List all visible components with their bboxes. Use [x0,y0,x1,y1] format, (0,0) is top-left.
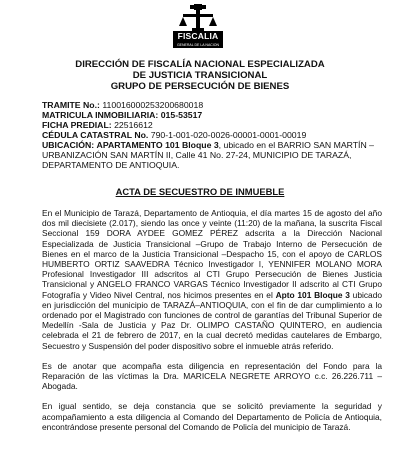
paragraph-1-text-a: En el Municipio de Tarazá, Departamento de Antioquia, el día martes 15 de agosto del año dos mil diecisiete (2.017), siendo las once y veinte (11:20) de la mañana, la suscrita Fiscal Seccional 159 DORA AYDEE GOMEZ PÉREZ adscrita a la Dirección Nacional Especializada de Justicia Transicional –Grupo de Trabajo Interno de Persecución de Bienes en el marco de la Justicia Transicional –Despacho 15, con el apoyo de CARLOS HUMBERTO ORTIZ SAAVEDRA Técnico Investigador I, YENNIFER MOLANO MORA Profesional Investigador III adscritos al CTI Grupo Persecución de Bienes Justicia Transicional y ANGELO FRANCO VARGAS Técnico Investigador II adscrito al CTI Grupo Fotografía y Video Nivel Central, nos hicimos presentes en el [42,208,382,300]
cedula-label: CÉDULA CATASTRAL No. [42,130,149,140]
matricula-label: MATRICULA INMOBILIARIA: [42,110,159,120]
organization-header [0,59,400,92]
paragraph-1 [42,208,382,351]
org-line-1: DIRECCIÓN DE FISCALÍA NACIONAL ESPECIALIZADA [75,59,325,70]
paragraph-2: Es de anotar que acompaña esta diligencia en representación del Fondo para la Reparación de las víctimas la Dra. MARICELA NEGRETE ARROYO c.c. 26.226.711 –Abogada. [42,360,382,392]
ubicacion-row [42,140,382,170]
tramite-row [42,100,382,110]
org-line-3: GRUPO DE PERSECUCIÓN DE BIENES [110,81,290,92]
ficha-value: 22516612 [114,120,153,130]
org-line-2: DE JUSTICIA TRANSICIONAL [132,70,268,81]
case-metadata [42,100,382,170]
ficha-label: FICHA PREDIAL: [42,120,112,130]
ubicacion-label: UBICACIÓN: [42,140,95,150]
fiscalia-logo [173,4,223,50]
ficha-row [42,120,382,130]
ubicacion-rest: , ubicado en el BARRIO SAN MARTÍN –URBANIZACIÓN SAN MARTÍN II, Calle 41 No. 27-24, MUNICIPIO DE TARAZÁ, DEPARTAMENTO DE ANTIOQUIA. [42,140,374,170]
logo-name: FISCALIA [173,31,223,42]
paragraph-1-text-b: ubicado en jurisdicción del municipio de TARAZÁ–ANTIOQUIA, con el fin de dar cumplimiento a lo ordenado por el Magistrado con funciones de control de garantías del Tribunal Superior de Medellín -Sala de Justicia y Paz Dr. OLIMPO CASTAÑO QUINTERO, en audiencia celebrada el 21 de febrero de 2017, en la cual decretó medidas cautelares de Embargo, Secuestro y Suspensión del poder dispositivo sobre el inmueble atrás referido. [42,289,383,351]
ubicacion-value: APARTAMENTO 101 Bloque 3 [96,140,219,150]
matricula-value: 015-53517 [160,110,203,120]
scales-emblem-icon [177,4,219,32]
acta-title: ACTA DE SECUESTRO DE INMUEBLE [115,186,285,197]
tramite-label: TRAMITE No.: [42,100,100,110]
paragraph-1-strong: Apto 101 Bloque 3 [275,289,350,300]
cedula-row [42,130,382,140]
cedula-value: 790-1-001-020-0026-00001-0001-00019 [150,130,307,140]
matricula-row [42,110,382,120]
logo-tagline: GENERAL DE LA NACION [173,42,223,48]
document-body [42,208,382,442]
tramite-value: 110016000253200680018 [102,100,204,110]
paragraph-3: En igual sentido, se deja constancia que se solicitó previamente la seguridad y acompañamiento a esta diligencia al Comando del Departamento de Policía de Antioquia, encontrándose presente personal del Comando de Policía del municipio de Tarazá. [42,401,382,432]
